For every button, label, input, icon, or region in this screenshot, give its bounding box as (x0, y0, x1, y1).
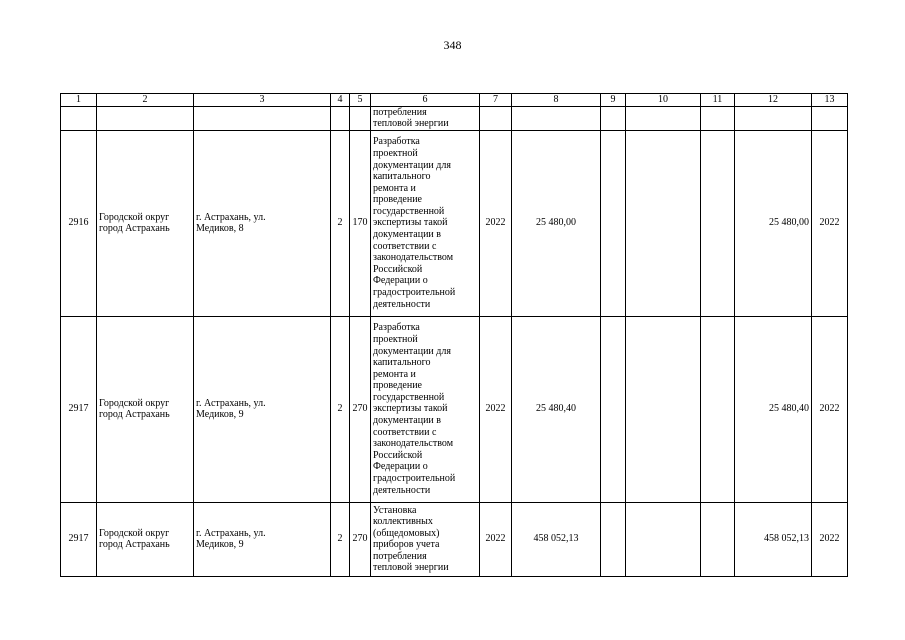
text-line: государственной (373, 205, 445, 217)
text-line: проектной (373, 333, 418, 345)
text-line: документации для (373, 159, 451, 171)
text-line: Медиков, 8 (196, 223, 244, 235)
col10-cell (626, 130, 701, 316)
column-number-cell: 2 (97, 94, 194, 107)
text-line: Медиков, 9 (196, 409, 244, 421)
year-cell: 2022 (480, 130, 512, 316)
text-line: Российской (373, 449, 423, 461)
table-row (61, 130, 848, 316)
row-number-cell: 2917 (61, 316, 97, 502)
col9-cell (601, 502, 626, 576)
text-line: Городской округ (99, 211, 170, 223)
year-cell: 2022 (480, 316, 512, 502)
col4-cell: 2 (331, 130, 350, 316)
text-line: проведение (373, 380, 422, 392)
text-line: Российской (373, 263, 423, 275)
municipality-cell (97, 502, 194, 576)
empty-cell (512, 106, 601, 130)
col12-cell: 25 480,00 (735, 130, 812, 316)
text-line: тепловой энергии (373, 118, 449, 130)
description-cell (371, 502, 480, 576)
col9-cell (601, 130, 626, 316)
empty-cell (735, 106, 812, 130)
column-number-cell: 9 (601, 94, 626, 107)
empty-cell (626, 106, 701, 130)
col4-cell: 2 (331, 316, 350, 502)
description-cell (371, 130, 480, 316)
text-line: проектной (373, 147, 418, 159)
text-line: проведение (373, 194, 422, 206)
text-line: соответствии с (373, 240, 437, 252)
text-line: соответствии с (373, 426, 437, 438)
col13-cell: 2022 (812, 130, 848, 316)
text-line: экспертизы такой (373, 403, 448, 415)
col9-cell (601, 316, 626, 502)
text-line: капитального (373, 357, 431, 369)
empty-cell (350, 106, 371, 130)
total-cost-cell: 25 480,40 (512, 316, 601, 502)
column-number-cell: 6 (371, 94, 480, 107)
text-line: (общедомовых) (373, 527, 440, 539)
column-number-cell: 12 (735, 94, 812, 107)
col12-cell: 458 052,13 (735, 502, 812, 576)
column-number-cell: 10 (626, 94, 701, 107)
col10-cell (626, 316, 701, 502)
col11-cell (701, 316, 735, 502)
text-line: Федерации о (373, 461, 428, 473)
column-number-cell: 13 (812, 94, 848, 107)
text-line: ремонта и (373, 182, 416, 194)
text-line: коллективных (373, 516, 433, 528)
text-line: г. Астрахань, ул. (196, 397, 266, 409)
empty-cell (480, 106, 512, 130)
column-number-cell: 3 (194, 94, 331, 107)
text-line: Разработка (373, 322, 420, 334)
col5-cell: 270 (350, 316, 371, 502)
address-cell (194, 130, 331, 316)
col13-cell: 2022 (812, 502, 848, 576)
text-line: законодательством (373, 252, 454, 264)
col13-cell: 2022 (812, 316, 848, 502)
text-line: город Астрахань (99, 223, 170, 235)
text-line: деятельности (373, 484, 431, 496)
row-number-cell: 2917 (61, 502, 97, 576)
col12-cell: 25 480,40 (735, 316, 812, 502)
text-line: тепловой энергии (373, 562, 449, 574)
empty-cell (194, 106, 331, 130)
column-number-cell: 5 (350, 94, 371, 107)
table-body (61, 94, 848, 577)
col11-cell (701, 502, 735, 576)
municipality-cell (97, 130, 194, 316)
table-row (61, 502, 848, 576)
register-table (60, 93, 848, 577)
text-line: деятельности (373, 298, 431, 310)
text-line: капитального (373, 171, 431, 183)
empty-cell (601, 106, 626, 130)
empty-cell (61, 106, 97, 130)
text-line: Установка (373, 504, 417, 516)
text-line: Федерации о (373, 275, 428, 287)
text-line: приборов учета (373, 539, 440, 551)
col4-cell: 2 (331, 502, 350, 576)
empty-cell (812, 106, 848, 130)
text-line: г. Астрахань, ул. (196, 527, 266, 539)
text-line: Городской округ (99, 397, 170, 409)
text-line: Городской округ (99, 527, 170, 539)
page-number: 348 (443, 38, 462, 52)
row-number-cell: 2916 (61, 130, 97, 316)
address-cell (194, 502, 331, 576)
text-line: г. Астрахань, ул. (196, 211, 266, 223)
address-cell (194, 316, 331, 502)
empty-cell (97, 106, 194, 130)
text-line: экспертизы такой (373, 217, 448, 229)
column-number-cell: 7 (480, 94, 512, 107)
text-line: градостроительной (373, 473, 456, 485)
text-line: документации в (373, 229, 441, 241)
municipality-cell (97, 316, 194, 502)
col11-cell (701, 130, 735, 316)
col10-cell (626, 502, 701, 576)
text-line: город Астрахань (99, 539, 170, 551)
text-line: документации в (373, 415, 441, 427)
total-cost-cell: 458 052,13 (512, 502, 601, 576)
column-number-cell: 11 (701, 94, 735, 107)
empty-cell (331, 106, 350, 130)
total-cost-cell: 25 480,00 (512, 130, 601, 316)
column-number-row (61, 94, 848, 107)
text-line: градостроительной (373, 287, 456, 299)
table-row (61, 316, 848, 502)
col5-cell: 170 (350, 130, 371, 316)
text-line: ремонта и (373, 368, 416, 380)
text-line: потребления (373, 106, 427, 118)
text-line: потребления (373, 550, 427, 562)
year-cell: 2022 (480, 502, 512, 576)
column-number-cell: 1 (61, 94, 97, 107)
text-line: государственной (373, 391, 445, 403)
text-line: законодательством (373, 438, 454, 450)
continuation-row (61, 106, 848, 130)
empty-cell (701, 106, 735, 130)
column-number-cell: 8 (512, 94, 601, 107)
description-cell (371, 106, 480, 130)
text-line: Разработка (373, 136, 420, 148)
text-line: Медиков, 9 (196, 539, 244, 551)
text-line: город Астрахань (99, 409, 170, 421)
column-number-cell: 4 (331, 94, 350, 107)
description-cell (371, 316, 480, 502)
col5-cell: 270 (350, 502, 371, 576)
text-line: документации для (373, 345, 451, 357)
